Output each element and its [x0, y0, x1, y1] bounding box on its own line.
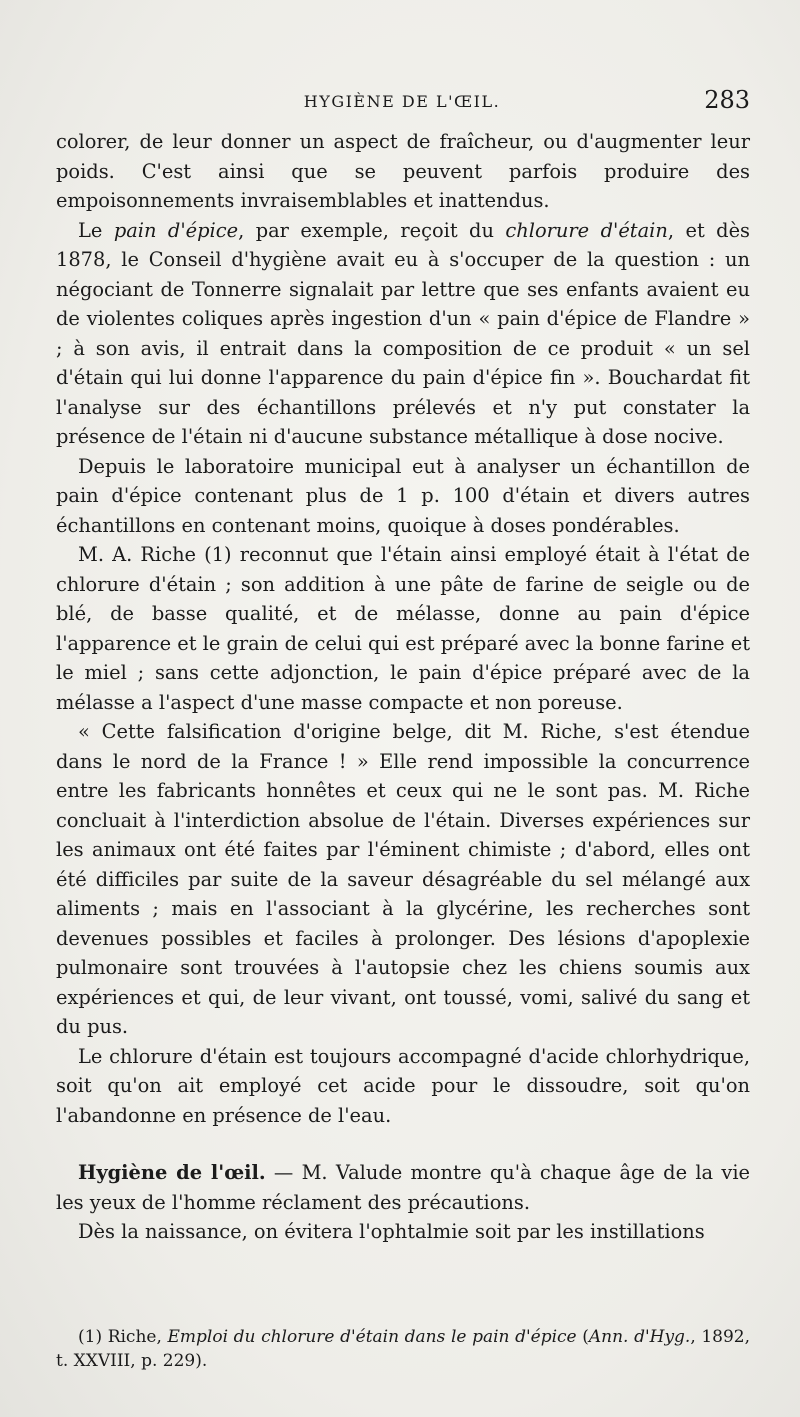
paragraph-2-lead-tail: , et dès	[667, 218, 751, 242]
paragraph-5: « Cette falsification d'origine belge, dit M. Riche, s'est étendue dans le nord de la France ! » Elle rend impossible la concurrence entre les fabricants honnêtes et ceux qui ne le sont pas. M. Riche concluait à l'interdiction absolue de l'étain. Diverses expériences sur les animaux ont été faites par l'éminent chimiste ; d'abord, elles ont été difficiles par suite de la saveur désagréable du sel mélangé aux aliments ; mais en l'associant à la glycérine, les recherches sont devenues possibles et faciles à prolonger. Des lésions d'apoplexie pulmonaire sont trouvées à l'autopsie chez les chiens soumis aux expériences et qui, de leur vivant, ont toussé, vomi, salivé du sang et du pus.	[56, 720, 750, 1038]
paragraph-1: colorer, de leur donner un aspect de fraîcheur, ou d'augmenter leur poids. C'est ainsi que se peuvent parfois produire des empoisonnements invraisemblables et inattendus.	[56, 130, 750, 212]
term-pain-depice: pain d'épice	[113, 218, 239, 242]
paragraph-6: Le chlorure d'étain est toujours accompagné d'acide chlorhydrique, soit qu'on ait employé cet acide pour le dissoudre, soit qu'on l'abandonne en présence de l'eau.	[56, 1044, 750, 1127]
paragraph-4: M. A. Riche (1) reconnut que l'étain ainsi employé était à l'état de chlorure d'étain ; son addition à une pâte de farine de seigle ou de blé, de basse qualité, et de mélasse, donne au pain d'épice l'apparence et le grain de celui qui est préparé avec la bonne farine et le miel ; sans cette adjonction, le pain d'épice préparé avec de la mélasse a l'aspect d'une masse compacte et non poreuse.	[56, 543, 750, 714]
section-lead-text: — M. Valude montre qu'à chaque âge de la vie les yeux de l'homme réclament des précautions.	[56, 1161, 751, 1214]
paragraph-2	[56, 216, 750, 452]
section-hygiene-oeil	[56, 1158, 750, 1217]
body-text	[56, 127, 750, 1247]
footnote	[56, 1325, 750, 1373]
running-title: HYGIÈNE DE L'ŒIL.	[303, 92, 501, 111]
paragraph-2-lead-word: Le	[78, 218, 103, 242]
paragraph-7: Dès la naissance, on évitera l'ophtalmie soit par les instillations	[78, 1220, 705, 1243]
footnote-ref-rest: , 1892, t. XXVIII, p. 229).	[56, 1327, 751, 1371]
page-header	[54, 86, 750, 120]
footnote-marker: (1) Riche,	[78, 1327, 162, 1347]
paragraph-3: Depuis le laboratoire municipal eut à analyser un échantillon de pain d'épice contenant plus de 1 p. 100 d'étain et divers autres échantillons en contenant moins, quoique à doses pondérables.	[56, 454, 750, 537]
section-heading: Hygiène de l'œil.	[78, 1161, 266, 1184]
paragraph-2-body: 1878, le Conseil d'hygiène avait eu à s'occuper de la question : un négociant de Tonnerre signalait par lettre que ses enfants avaient eu de violentes coliques après ingestion d'un « pain d'épice de Flandre » ; à son avis, il entrait dans la composition de ce produit « un sel d'étain qui lui donne l'apparence du pain d'épice fin ». Bouchardat fit l'analyse sur des échantillons prélevés et n'y put constater la présence de l'étain ni d'aucune substance métallique à dose nocive.	[56, 248, 750, 448]
footnote-title: Emploi du chlorure d'étain dans le pain d'épice	[167, 1327, 577, 1347]
footnote-ref-open: (	[582, 1327, 589, 1347]
term-chlorure-detain: chlorure d'étain	[505, 218, 668, 242]
paragraph-2-lead-mid: , par exemple, reçoit du	[238, 218, 494, 242]
page-number: 283	[704, 86, 750, 114]
footnote-journal: Ann. d'Hyg.	[588, 1327, 691, 1347]
